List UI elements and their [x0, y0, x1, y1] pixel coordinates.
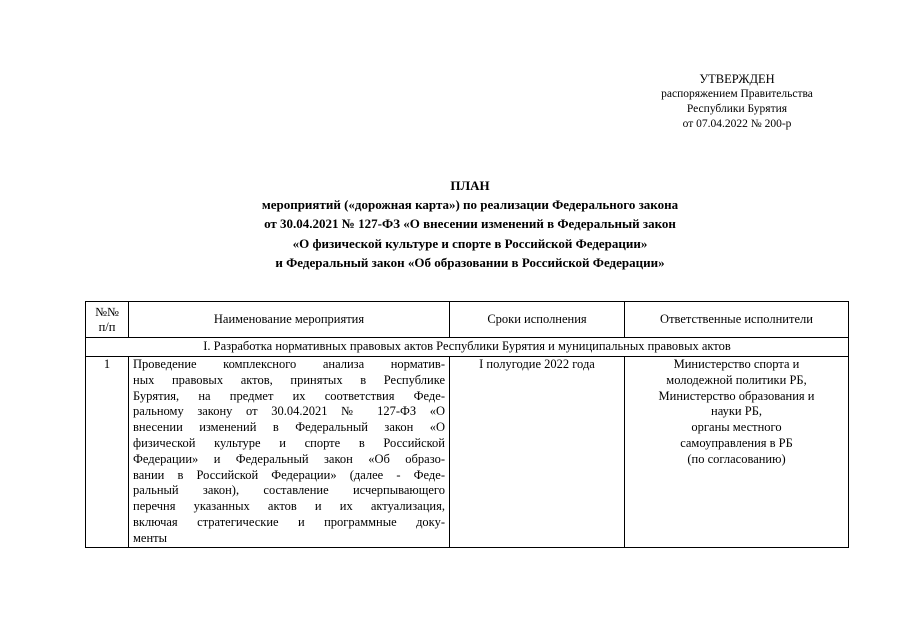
name-line: ных правовых актов, принятых в Республике [133, 372, 445, 387]
resp-line: Министерство образования и [658, 388, 815, 403]
title-line: «О физической культуре и спорте в Российской Федерации» [292, 235, 648, 251]
name-line: Федерации» и Федеральный закон «Об образо- [133, 451, 445, 466]
title-line: мероприятий («дорожная карта») по реализации Федерального закона [261, 197, 679, 213]
header-num-line2: п/п [98, 319, 116, 334]
name-line: Проведение комплексного анализа норматив- [133, 357, 445, 371]
name-line: внесении изменений в Федеральный закон «О [133, 420, 445, 435]
name-line: вании в Российской Федерации» (далее - Феде- [133, 467, 445, 482]
header-name: Наименование мероприятия [129, 302, 450, 338]
name-line: ральный закон), составление исчерпывающего [133, 483, 445, 498]
title-line: от 30.04.2021 № 127-ФЗ «О внесении изменений в Федеральный закон [264, 216, 676, 232]
header-num [86, 302, 129, 338]
section-title: I. Разработка нормативных правовых актов Республики Бурятия и муниципальных правовых актов [86, 338, 849, 357]
name-line: перечня указанных актов и их актуализация, [133, 499, 445, 514]
title-line: и Федеральный закон «Об образовании в Российской Федерации» [275, 254, 665, 270]
plan-table [85, 301, 849, 548]
approval-title: УТВЕРЖДЕН [699, 72, 775, 86]
name-line: физической культуре и спорте в Российской [133, 435, 445, 450]
header-term: Сроки исполнения [450, 302, 625, 338]
row-term: I полугодие 2022 года [450, 357, 625, 548]
name-line: Бурятия, на предмет их соответствия Феде- [133, 388, 445, 403]
row-responsible [625, 357, 849, 548]
table-row [86, 357, 849, 548]
name-line: менты [133, 530, 168, 545]
title-heading: ПЛАН [450, 178, 490, 193]
header-num-line1: №№ [95, 304, 119, 319]
approval-line: Республики Бурятия [686, 103, 788, 115]
resp-line: (по согласованию) [687, 451, 786, 466]
header-resp: Ответственные исполнители [625, 302, 849, 338]
resp-line: самоуправления в РБ [680, 435, 793, 450]
name-line: включая стратегические и программные доку- [133, 514, 445, 529]
resp-line: науки РБ, [711, 404, 762, 419]
row-number: 1 [86, 357, 129, 548]
resp-line: Министерство спорта и [673, 357, 800, 371]
table-header-row [86, 302, 849, 338]
row-name [129, 357, 450, 548]
name-line: ральному закону от 30.04.2021 № 127-ФЗ «О [133, 404, 445, 419]
resp-line: молодежной политики РБ, [666, 372, 807, 387]
approval-line: распоряжением Правительства [661, 88, 813, 100]
approval-line: от 07.04.2022 № 200-р [682, 118, 792, 130]
approval-stamp [606, 72, 868, 132]
resp-line: органы местного [691, 420, 782, 435]
section-row [86, 338, 849, 357]
document-title [170, 176, 770, 272]
